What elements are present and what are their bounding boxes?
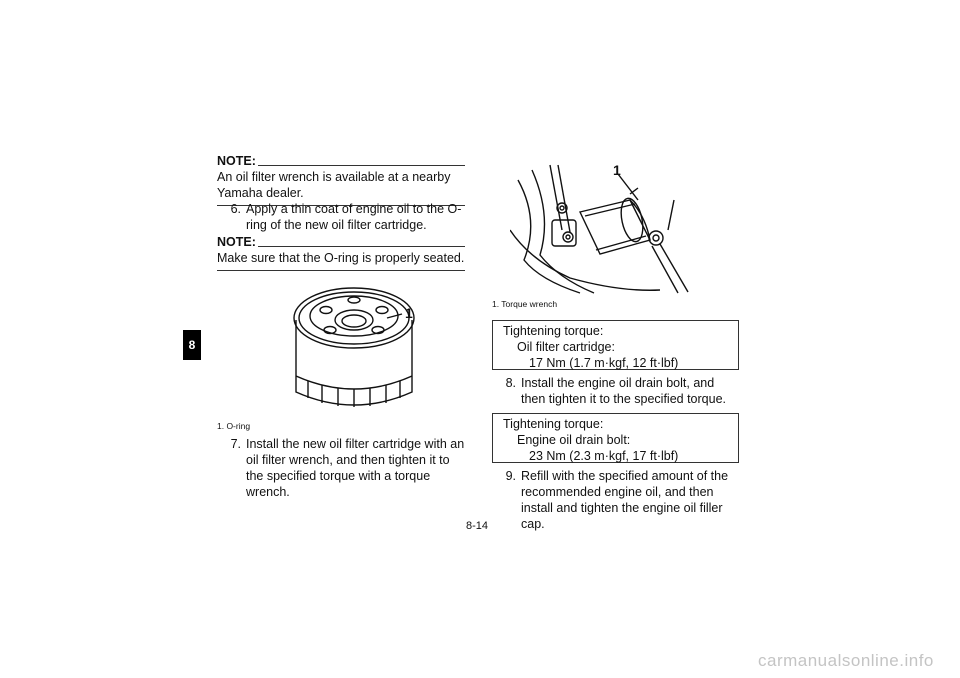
note-o-ring-seated: [217, 234, 465, 271]
step-7: 7. Install the new oil filter cartridge with an oil filter wrench, and then tighten it to the specified torque with a torque wrench.: [230, 437, 465, 499]
torque-spec-box-drain-bolt: Tightening torque: Engine oil drain bolt: 23 Nm (2.3 m·kgf, 17 ft·lbf): [492, 413, 739, 463]
note-oil-filter-wrench: [217, 153, 465, 206]
oil-filter-illustration: [284, 280, 424, 415]
note-text: Make sure that the O-ring is properly seated.: [217, 251, 465, 265]
note-label: NOTE:: [217, 154, 256, 168]
torque-spec-box-oil-filter: Tightening torque: Oil filter cartridge: 17 Nm (1.7 m·kgf, 12 ft·lbf): [492, 320, 739, 370]
page-number: 8-14: [466, 520, 489, 532]
section-tab: 8: [183, 330, 201, 360]
figure-caption-o-ring: 1. O-ring: [217, 421, 251, 431]
figure-caption-torque-wrench: 1. Torque wrench: [492, 299, 558, 309]
note-text: An oil filter wrench is available at a nearby Yamaha dealer.: [217, 170, 451, 200]
torque-wrench-illustration: [510, 160, 695, 295]
note-label: NOTE:: [217, 235, 256, 249]
step-6: 6. Apply a thin coat of engine oil to the O-ring of the new oil filter cartridge.: [230, 202, 462, 232]
figure-callout-torque-wrench: 1: [613, 162, 621, 178]
watermark: carmanualsonline.info: [758, 651, 934, 670]
step-9: 9. Refill with the specified amount of the recommended engine oil, and then install and tighten the engine oil filler cap.: [505, 469, 729, 531]
figure-callout-o-ring: 1: [405, 305, 413, 321]
step-8: 8. Install the engine oil drain bolt, and then tighten it to the specified torque.: [505, 376, 726, 406]
